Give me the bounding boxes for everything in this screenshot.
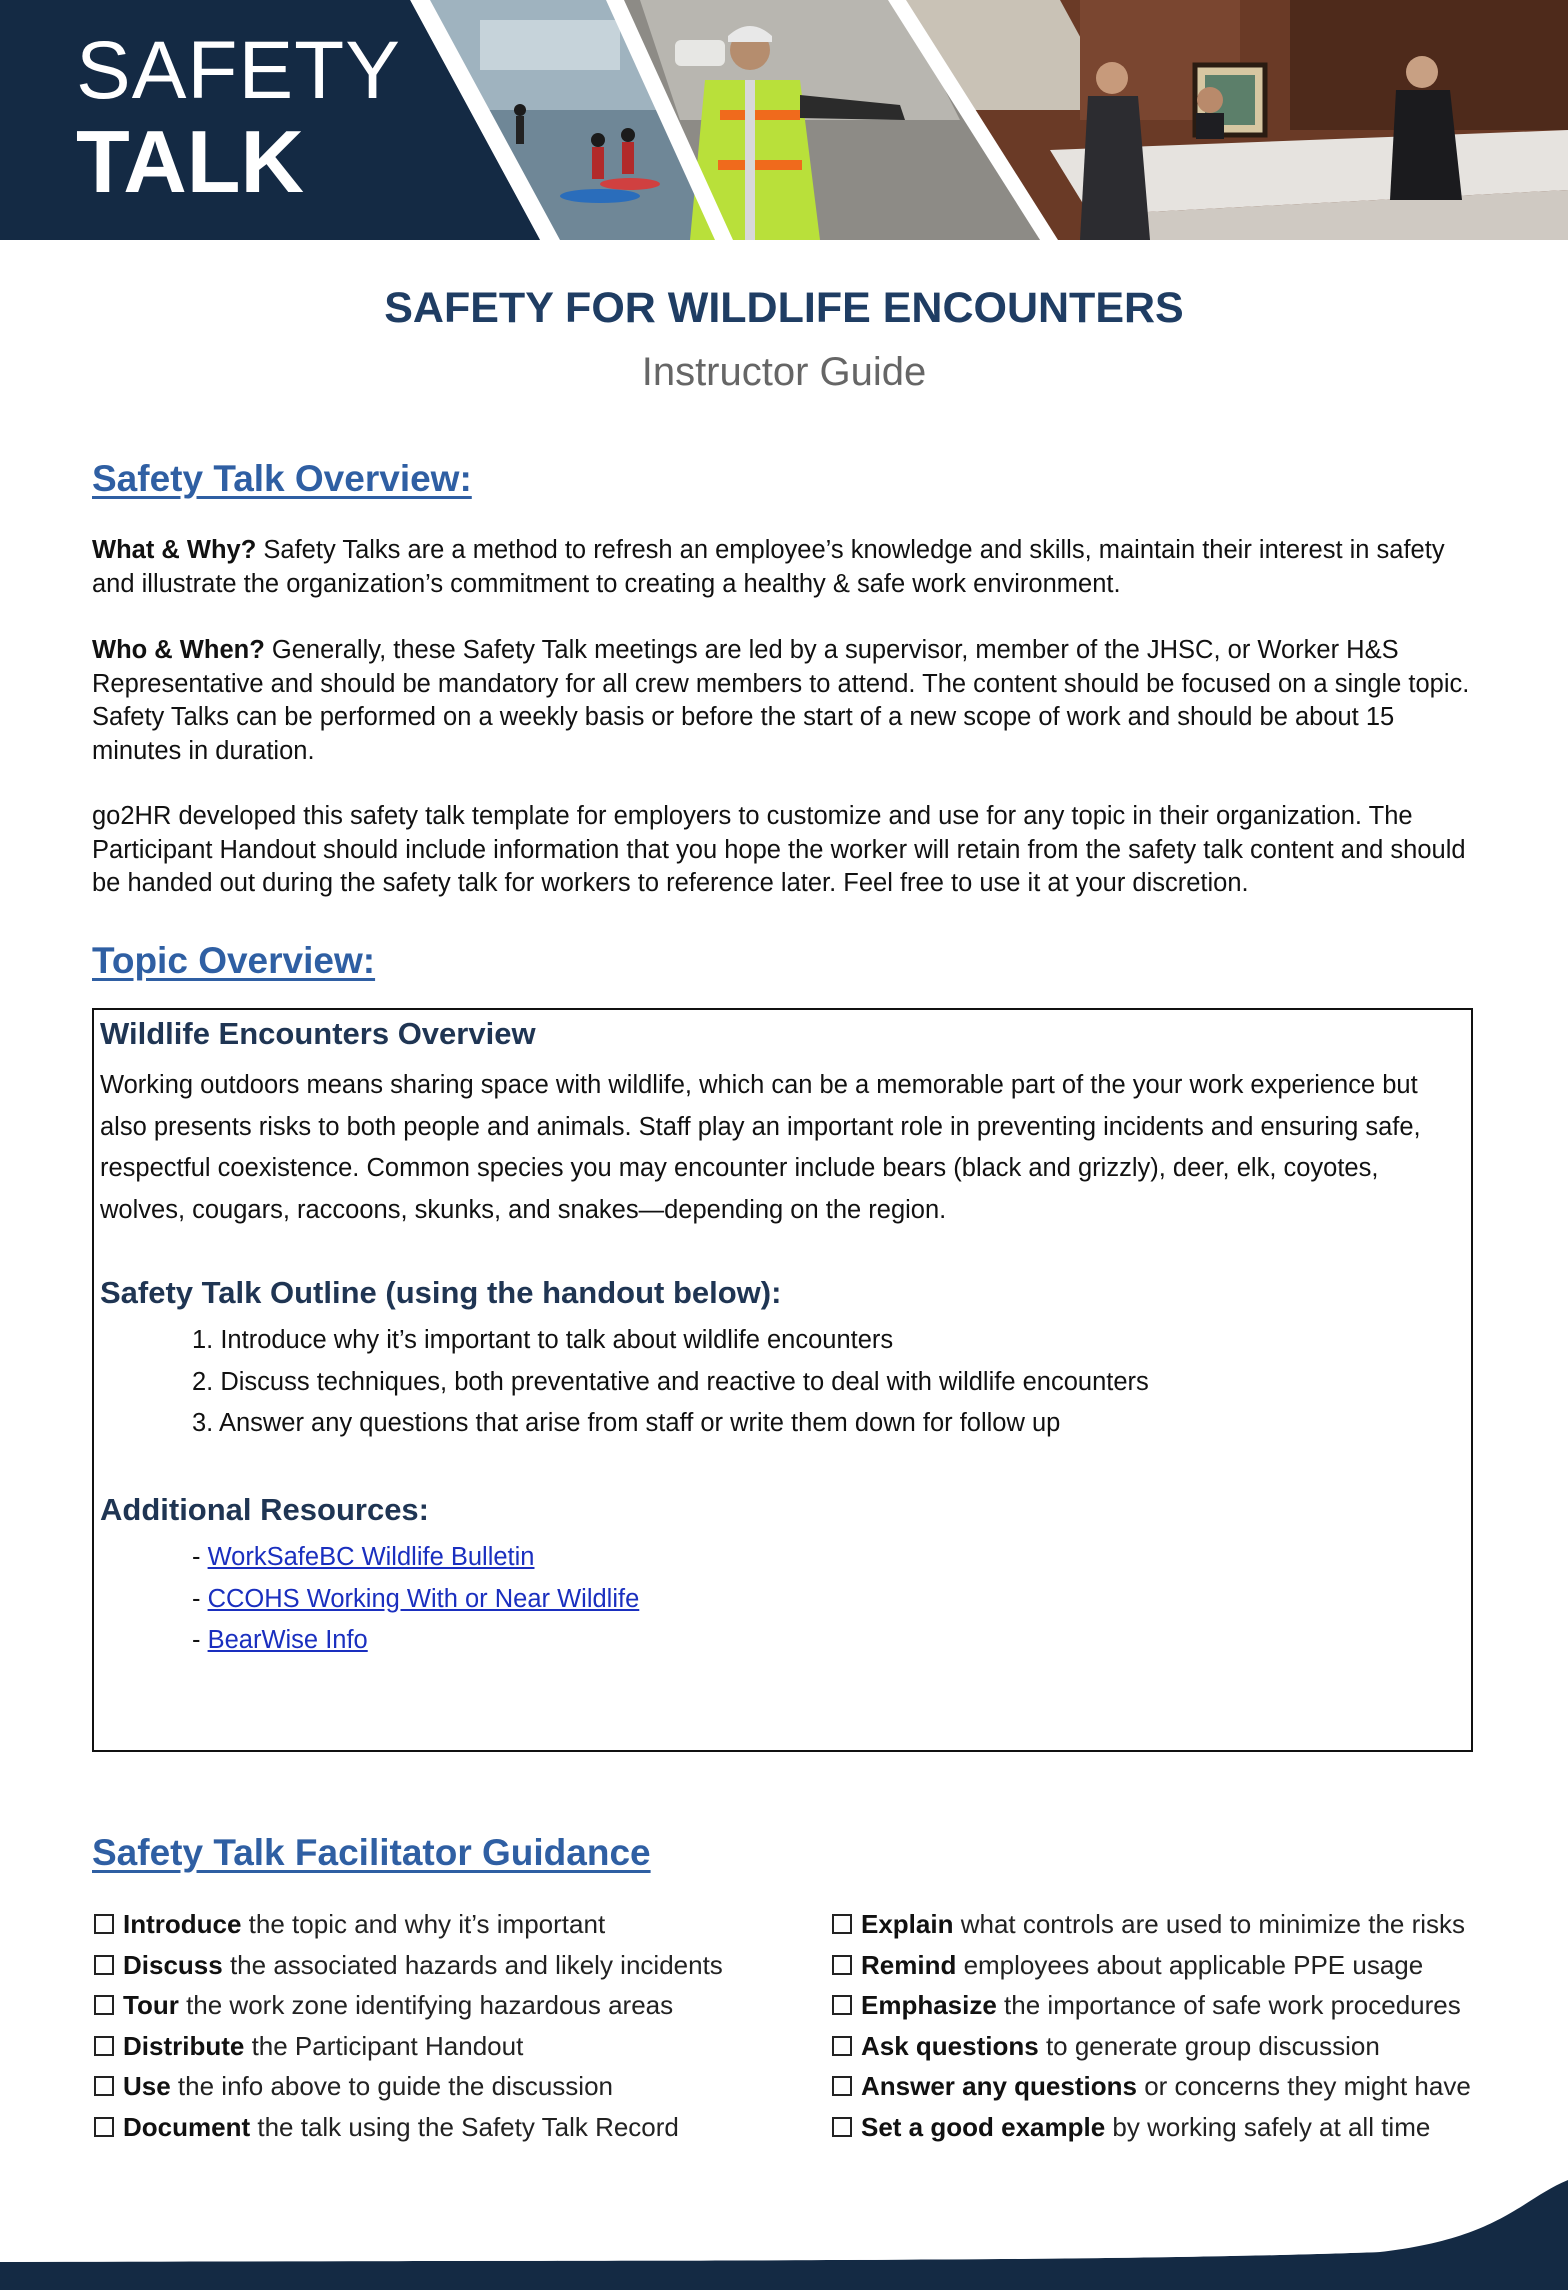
topic-box [92, 1008, 1473, 1752]
checkbox-icon[interactable] [832, 2076, 852, 2096]
what-why-label: What & Why? [92, 536, 257, 564]
overview-heading: Safety Talk Overview: [92, 458, 472, 499]
go2hr-paragraph: go2HR developed this safety talk template for employers to customize and use for any topic in their organization. The Participant Handout should include information that you hope the worker will retain from the safety talk content and should be handed out during the safety talk for workers to reference later. Feel free to use it at your discretion. [92, 802, 1466, 897]
checklist-item[interactable]: Distribute the Participant Handout [94, 2026, 723, 2067]
what-why-text: Safety Talks are a method to refresh an employee’s knowledge and skills, maintain their interest in safety and illustrate the organization’s commitment to creating a healthy & safe work environment. [92, 536, 1445, 598]
checklist-item[interactable]: Document the talk using the Safety Talk Record [94, 2107, 723, 2148]
guidance-list-right [832, 1904, 1471, 2147]
checkbox-icon[interactable] [94, 1955, 114, 1975]
checkbox-icon[interactable] [832, 1995, 852, 2015]
checklist-item[interactable]: Introduce the topic and why it’s important [94, 1904, 723, 1945]
guidance-list-left [94, 1904, 723, 2147]
topic-box-heading: Wildlife Encounters Overview [100, 1016, 536, 1051]
brand-safety: SAFETY [76, 25, 401, 116]
checklist-item[interactable]: Set a good example by working safely at all time [832, 2107, 1471, 2148]
checkbox-icon[interactable] [832, 2117, 852, 2137]
checklist-item[interactable]: Ask questions to generate group discussion [832, 2026, 1471, 2067]
outline-item: 2. Discuss techniques, both preventative and reactive to deal with wildlife encounters [192, 1367, 1149, 1396]
ccohs-link[interactable]: CCOHS Working With or Near Wildlife [207, 1584, 640, 1613]
checkbox-icon[interactable] [94, 1914, 114, 1934]
outline-item: 3. Answer any questions that arise from staff or write them down for follow up [192, 1409, 1061, 1437]
resource-item: - CCOHS Working With or Near Wildlife [192, 1584, 640, 1613]
checklist-item[interactable]: Discuss the associated hazards and likely incidents [94, 1945, 723, 1986]
checklist-item[interactable]: Use the info above to guide the discussion [94, 2066, 723, 2107]
page-title: SAFETY FOR WILDLIFE ENCOUNTERS [384, 284, 1184, 332]
checklist-item[interactable]: Explain what controls are used to minimize the risks [832, 1904, 1471, 1945]
checkbox-icon[interactable] [94, 2036, 114, 2056]
outline-list [192, 1320, 1149, 1445]
checklist-item[interactable]: Emphasize the importance of safe work procedures [832, 1985, 1471, 2026]
worksafebc-link[interactable]: WorkSafeBC Wildlife Bulletin [207, 1543, 535, 1571]
resource-item: - BearWise Info [192, 1626, 368, 1654]
page-subtitle: Instructor Guide [641, 350, 927, 394]
who-when-label: Who & When? [92, 636, 265, 664]
checklist-item[interactable]: Tour the work zone identifying hazardous areas [94, 1985, 723, 2026]
resource-item: - WorkSafeBC Wildlife Bulletin [192, 1543, 535, 1571]
checkbox-icon[interactable] [94, 1995, 114, 2015]
who-when-text: Generally, these Safety Talk meetings are led by a supervisor, member of the JHSC, or Worker H&S Representative and should be mandatory for all crew members to attend. The content should be focused on a single topic. Safety Talks can be performed on a weekly basis or before the start of a new scope of work and should be about 15 minutes in duration. [92, 636, 1470, 765]
checkbox-icon[interactable] [832, 1914, 852, 1934]
checklist-item[interactable]: Remind employees about applicable PPE usage [832, 1945, 1471, 1986]
checklist-item[interactable]: Answer any questions or concerns they might have [832, 2066, 1471, 2107]
checkbox-icon[interactable] [94, 2117, 114, 2137]
checkbox-icon[interactable] [832, 2036, 852, 2056]
guidance-heading: Safety Talk Facilitator Guidance [92, 1832, 651, 1873]
what-why-paragraph [92, 534, 1482, 601]
checkbox-icon[interactable] [94, 2076, 114, 2096]
brand-talk: TALK [76, 112, 305, 211]
footer-swoosh [0, 2170, 1568, 2290]
resources-list [192, 1537, 639, 1662]
header-banner [0, 0, 1568, 240]
topic-heading: Topic Overview: [92, 940, 376, 981]
resources-heading: Additional Resources: [100, 1492, 429, 1527]
who-when-paragraph [92, 634, 1482, 768]
checkbox-icon[interactable] [832, 1955, 852, 1975]
topic-box-text: Working outdoors means sharing space with wildlife, which can be a memorable part of the your work experience but also presents risks to both people and animals. Staff play an important role in preventing incidents and ensuring safe, respectful coexistence. Common species you may encounter include bears (black and grizzly), deer, elk, coyotes, wolves, cougars, raccoons, skunks, and snakes—depending on the region. [100, 1071, 1421, 1224]
outline-item: 1. Introduce why it’s important to talk about wildlife encounters [192, 1326, 894, 1354]
outline-heading: Safety Talk Outline (using the handout below): [100, 1275, 782, 1310]
bearwise-link[interactable]: BearWise Info [207, 1626, 368, 1654]
